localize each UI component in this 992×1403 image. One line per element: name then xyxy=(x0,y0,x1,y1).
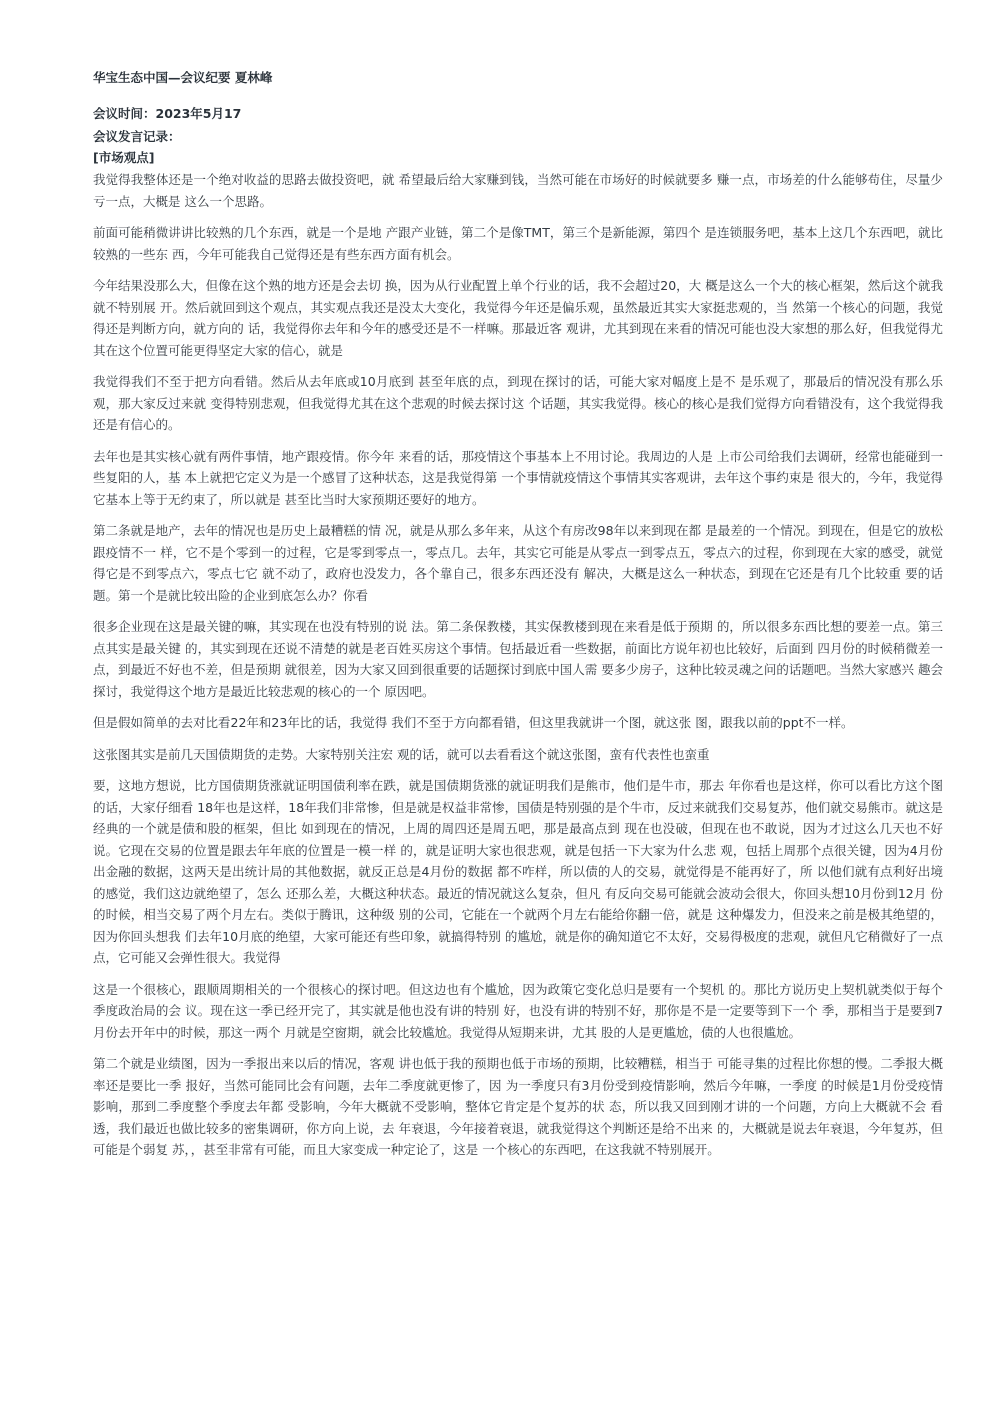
paragraph: 但是假如简单的去对比看22年和23年比的话，我觉得 我们不至于方向都看错，但这里我就讲一个图，就这张 图，跟我以前的ppt不一样。 xyxy=(93,715,854,730)
paragraph: 第二个就是业绩图，因为一季报出来以后的情况，客观 讲也低于我的预期也低于市场的预期，比较糟糕，相当于 可能寻集的过程比你想的慢。二季报大概率还是要比一季 报好，当然可能同比会有问题，去年二季度就更惨了，因 为一季度只有3月份受到疫情影响，然后今年嘛，一季度 的时候是1月份受疫情影响，那到二季度整个季度去年都 受影响，今年大概就不受影响，整体它肯定是个复苏的状 态，所以我又回到刚才讲的一个问题，方向上大概就不会 看透，我们最近也做比较多的密集调研，你方向上说，去 年衰退，今年接着衰退，就我觉得这个判断还是给不出来 的，大概就是说去年衰退，今年复苏，但可能是个弱复 苏，，甚至非常有可能，而且大家变成一种定论了，这是 一个核心的东西吧，在这我就不特别展开。 xyxy=(93,1056,943,1157)
paragraph: 去年也是其实核心就有两件事情，地产跟疫情。你今年 来看的话，那疫情这个事基本上不用讨论。我周边的人是 上市公司给我们去调研，经常也能碰到一些复阳的人，基 本上就把它定义为是一个感冒了这种状态，这是我觉得第 一个事情就疫情这个事情其实客观讲，去年这个事约束是 很大的，今年，我觉得它基本上等于无约束了，所以就是 甚至比当时大家预期还要好的地方。 xyxy=(93,448,943,507)
meeting-time: 会议时间：2023年5月17 xyxy=(93,106,242,121)
paragraph: 今年结果没那么大，但像在这个熟的地方还是会去切 换，因为从行业配置上单个行业的话，我不会超过20，大 概是这么一个大的核心框架，然后这个就我就不特别展 开。然后就回到这个观点，其实观点我还是没太大变化，我觉得今年还是偏乐观，虽然最近其实大家挺悲观的，当 然第一个核心的问题，我觉得还是判断方向，就方向的 话，我觉得你去年和今年的感受还是不一样嘛。那最近客 观讲，尤其到现在来看的情况可能也没大家想的那么好，但我觉得尤其在这个位置可能更得坚定大家的信心，就是 xyxy=(93,278,943,358)
document-page xyxy=(93,68,943,1171)
section-heading: [市场观点] xyxy=(93,150,155,165)
paragraph: 我觉得我整体还是一个绝对收益的思路去做投资吧，就 希望最后给大家赚到钱，当然可能在市场好的时候就要多 赚一点，市场差的什么能够苟住，尽量少亏一点，大概是 这么一个思路。 xyxy=(93,172,943,209)
document-title: 华宝生态中国—会议纪要 夏林峰 xyxy=(93,70,273,85)
paragraph: 我觉得我们不至于把方向看错。然后从去年底或10月底到 甚至年底的点，到现在探讨的话，可能大家对幅度上是不 是乐观了，那最后的情况没有那么乐观，那大家反过来就 变得特别悲观，但我觉得尤其在这个悲观的时候去探讨这 个话题，其实我觉得。核心的核心是我们觉得方向看错没有，这个我觉得我还是有信心的。 xyxy=(93,374,943,432)
paragraph: 第二条就是地产，去年的情况也是历史上最糟糕的情 况，就是从那么多年来，从这个有房改98年以来到现在都 是最差的一个情况。到现在，但是它的放松跟疫情不一 样，它不是个零到一的过程，它是零到零点一，零点几。去年，其实它可能是从零点一到零点五，零点六的过程，你到现在大家的感受，就觉得它是不到零点六，零点七它 就不动了，政府也没发力，各个靠自己，很多东西还没有 解决，大概是这么一种状态，到现在它还是有几个比较重 要的话题。第一个是就比较出险的企业到底怎么办？你看 xyxy=(93,523,943,603)
paragraph: 很多企业现在这是最关键的嘛，其实现在也没有特别的说 法。第二条保教楼，其实保教楼到现在来看是低于预期 的，所以很多东西比想的要差一点。第三点其实是最关键 的，其实到现在还说不清楚的就是老百姓买房这个事情。包括最近看一些数据，前面比方说年初也比较好，后面到 四月份的时候稍微差一点，到最近不好也不差，但是预期 就很差，因为大家又回到很重要的话题探讨到底中国人需 要多少房子，这种比较灵魂之问的话题吧。当然大家感兴 趣会探讨，我觉得这个地方是最近比较悲观的核心的一个 原因吧。 xyxy=(93,619,943,699)
record-label: 会议发言记录： xyxy=(93,129,181,144)
paragraph: 这是一个很核心，跟顺周期相关的一个很核心的探讨吧。但这边也有个尴尬，因为政策它变化总归是要有一个契机 的。那比方说历史上契机就类似于每个季度政治局的会 议。现在这一季已经开完了，其实就是他也没有讲的特别 好，也没有讲的特别不好，那你是不是一定要等到下一个 季，那相当于是要到7月份去开年中的时候，那这一两个 月就是空窗期，就会比较尴尬。我觉得从短期来讲，尤其 股的人是更尴尬，债的人也很尴尬。 xyxy=(93,981,943,1040)
paragraph: 这张图其实是前几天国债期货的走势。大家特别关注宏 观的话，就可以去看看这个就这张图，蛮有代表性也蛮重 xyxy=(93,746,710,762)
paragraph: 前面可能稍微讲讲比较熟的几个东西，就是一个是地 产跟产业链，第二个是像TMT，第三个是新能源，第四个 是连锁服务吧，基本上这几个东西吧，就比较熟的一些东 西，今年可能我自己觉得还是有些东西方面有机会。 xyxy=(93,225,943,262)
paragraph: 要，这地方想说，比方国债期货涨就证明国债利率在跌，就是国债期货涨的就证明我们是熊市，他们是牛市，那去 年你看也是这样，你可以看比方这个图的话，大家仔细看 18年也是这样，18年我们非常惨，但是就是权益非常惨，国债是特别强的是个牛市，反过来就我们交易复苏，他们就交易熊市。就这是经典的一个就是债和股的框架，但比 如到现在的情况，上周的周四还是周五吧，那是最高点到 现在也没破，但现在也不敢说，因为才过这么几天也不好 说。它现在交易的位置是跟去年年底的位置是一模一样 的，就是证明大家也很悲观，就是包括一下大家为什么悲 观，包括上周那个点很关键，因为4月份出金融的数据，这两天是出统计局的其他数据，就反正总是4月份的数据 都不咋样，所以债的人的交易，就觉得是不能再好了，所 以他们就有点利好出境的感觉，我们这边就绝望了，怎么 还那么差，大概这种状态。最近的情况就这么复杂，但凡 有反向交易可能就会波动会很大，你回头想10月份到12月 份的时候，相当交易了两个月左右。类似于腾讯，这种级 别的公司，它能在一个就两个月左右能给你翻一倍，就是 这种爆发力，但没来之前是极其绝望的，因为你回头想我 们去年10月底的绝望，大家可能还有些印象，就搞得特别 的尴尬，就是你的确知道它不太好，交易得极度的悲观，就但凡它稍微好了一点点，它可能又会弹性很大。我觉得 xyxy=(93,778,943,965)
